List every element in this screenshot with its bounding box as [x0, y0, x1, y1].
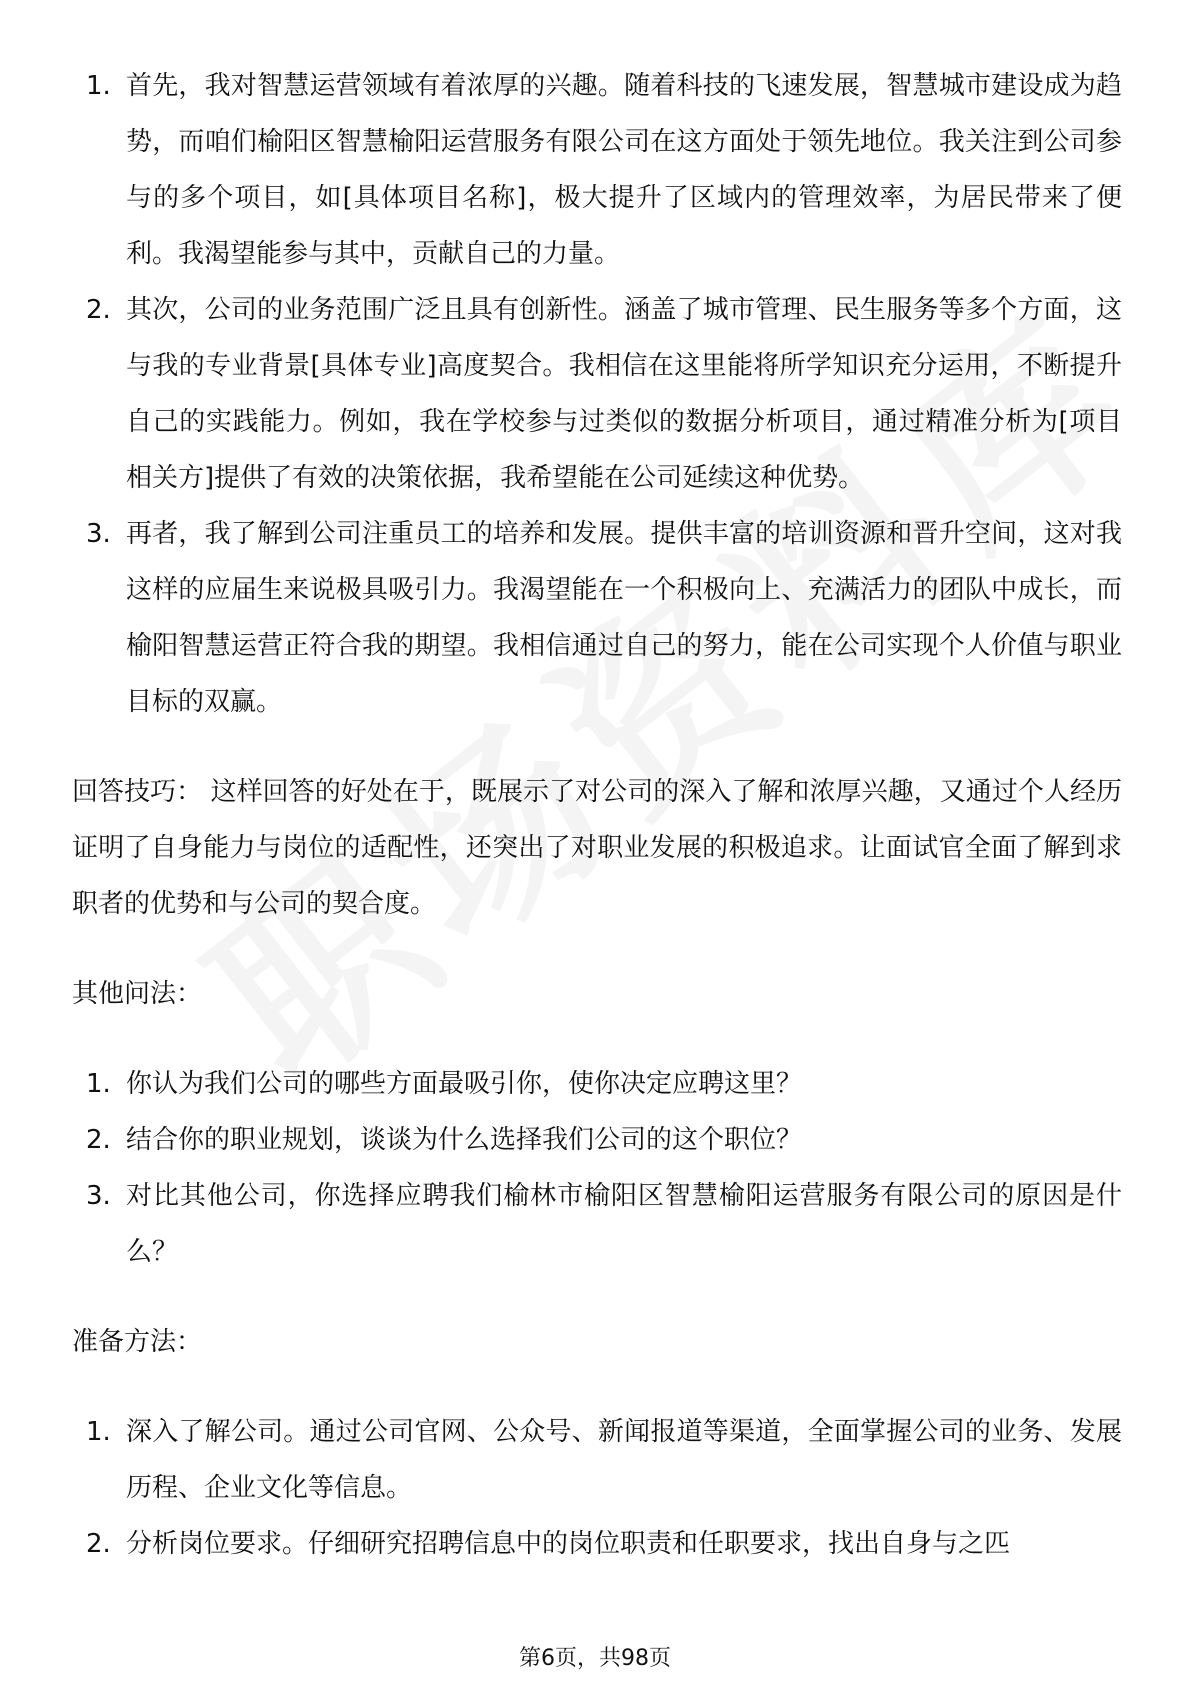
list-item — [72, 1404, 1122, 1516]
list-number: 1. — [86, 71, 111, 101]
list-number: 2. — [86, 1529, 111, 1559]
list-item — [72, 1056, 1122, 1112]
list-text: 再者，我了解到公司注重员工的培养和发展。提供丰富的培训资源和晋升空间，这对我这样的应届生来说极具吸引力。我渴望能在一个积极向上、充满活力的团队中成长，而榆阳智慧运营正符合我的期望。我相信通过自己的努力，能在公司实现个人价值与职业目标的双赢。 — [126, 519, 1122, 717]
list-number: 2. — [86, 1125, 111, 1155]
list-item — [72, 58, 1122, 282]
list-text: 分析岗位要求。仔细研究招聘信息中的岗位职责和任职要求，找出自身与之匹 — [126, 1529, 1011, 1559]
list-text: 结合你的职业规划，谈谈为什么选择我们公司的这个职位？ — [126, 1125, 803, 1155]
list-number: 1. — [86, 1417, 111, 1447]
list-number: 3. — [86, 519, 111, 549]
other-questions-list — [72, 1056, 1122, 1280]
list-number: 2. — [86, 295, 111, 325]
document-body — [72, 58, 1122, 1572]
other-questions-heading: 其他问法： — [72, 979, 203, 1009]
list-number: 1. — [86, 1069, 111, 1099]
answer-list — [72, 58, 1122, 730]
list-text: 对比其他公司，你选择应聘我们榆林市榆阳区智慧榆阳运营服务有限公司的原因是什么？ — [126, 1181, 1122, 1267]
list-text: 其次，公司的业务范围广泛且具有创新性。涵盖了城市管理、民生服务等多个方面，这与我的专业背景[具体专业]高度契合。我相信在这里能将所学知识充分运用，不断提升自己的实践能力。例如，我在学校参与过类似的数据分析项目，通过精准分析为[项目相关方]提供了有效的决策依据，我希望能在公司延续这种优势。 — [126, 295, 1122, 493]
list-item — [72, 1112, 1122, 1168]
preparation-heading: 准备方法： — [72, 1327, 203, 1357]
list-text: 首先，我对智慧运营领域有着浓厚的兴趣。随着科技的飞速发展，智慧城市建设成为趋势，而咱们榆阳区智慧榆阳运营服务有限公司在这方面处于领先地位。我关注到公司参与的多个项目，如[具体项目名称]，极大提升了区域内的管理效率，为居民带来了便利。我渴望能参与其中，贡献自己的力量。 — [126, 71, 1122, 269]
list-item — [72, 1168, 1122, 1280]
answer-tips: 回答技巧： 这样回答的好处在于，既展示了对公司的深入了解和浓厚兴趣，又通过个人经历证明了自身能力与岗位的适配性，还突出了对职业发展的积极追求。让面试官全面了解到求职者的优势和与公司的契合度。 — [72, 777, 1122, 919]
list-number: 3. — [86, 1181, 111, 1211]
list-item — [72, 1516, 1122, 1572]
list-text: 你认为我们公司的哪些方面最吸引你，使你决定应聘这里？ — [126, 1069, 803, 1099]
preparation-list — [72, 1404, 1122, 1572]
list-item — [72, 506, 1122, 730]
page-number-footer: 第6页，共98页 — [519, 1646, 671, 1671]
list-item — [72, 282, 1122, 506]
list-text: 深入了解公司。通过公司官网、公众号、新闻报道等渠道，全面掌握公司的业务、发展历程、企业文化等信息。 — [126, 1417, 1122, 1503]
